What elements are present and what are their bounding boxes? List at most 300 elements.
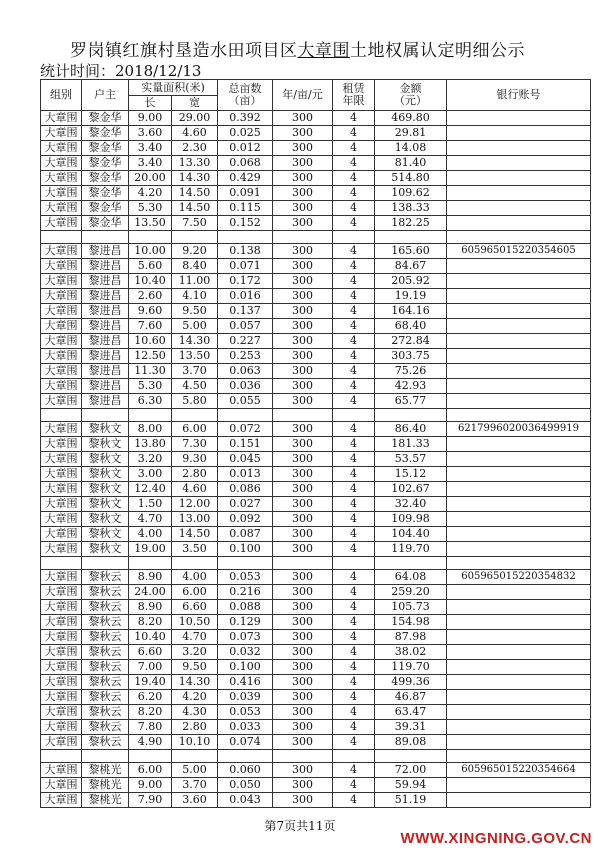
width-cell: 5.00 [172, 763, 218, 778]
account-cell [447, 394, 591, 409]
owner-cell: 黎进昌 [82, 274, 129, 289]
group-cell: 大章围 [41, 274, 82, 289]
width-cell [172, 750, 218, 763]
owner-cell: 黎桃光 [82, 763, 129, 778]
years-cell: 4 [333, 394, 375, 409]
width-cell: 3.20 [172, 645, 218, 660]
table-row [41, 527, 591, 542]
group-cell: 大章围 [41, 585, 82, 600]
rent-cell: 300 [273, 690, 333, 705]
owner-cell: 黎金华 [82, 216, 129, 231]
header-width: 宽 [172, 96, 218, 111]
account-cell [447, 585, 591, 600]
mu-cell: 0.043 [218, 793, 273, 808]
table-row [41, 630, 591, 645]
amount-cell [375, 409, 447, 422]
years-cell: 4 [333, 216, 375, 231]
account-cell [447, 735, 591, 750]
account-cell [447, 542, 591, 557]
amount-cell: 469.80 [375, 111, 447, 126]
width-cell: 29.00 [172, 111, 218, 126]
amount-cell: 259.20 [375, 585, 447, 600]
owner-cell: 黎秋云 [82, 675, 129, 690]
width-cell: 3.70 [172, 364, 218, 379]
rent-cell: 300 [273, 542, 333, 557]
group-cell: 大章围 [41, 364, 82, 379]
mu-cell: 0.151 [218, 437, 273, 452]
length-cell: 19.00 [129, 542, 172, 557]
length-cell: 12.40 [129, 482, 172, 497]
mu-cell: 0.392 [218, 111, 273, 126]
group-cell: 大章围 [41, 156, 82, 171]
group-cell: 大章围 [41, 394, 82, 409]
group-cell: 大章围 [41, 422, 82, 437]
owner-cell: 黎秋云 [82, 705, 129, 720]
years-cell: 4 [333, 600, 375, 615]
years-cell [333, 231, 375, 244]
width-cell: 4.70 [172, 630, 218, 645]
length-cell: 9.00 [129, 111, 172, 126]
account-cell [447, 364, 591, 379]
amount-cell: 154.98 [375, 615, 447, 630]
table-row [41, 437, 591, 452]
amount-cell: 72.00 [375, 763, 447, 778]
rent-cell: 300 [273, 349, 333, 364]
amount-cell [375, 750, 447, 763]
length-cell: 7.80 [129, 720, 172, 735]
width-cell: 9.50 [172, 660, 218, 675]
length-cell: 3.00 [129, 467, 172, 482]
table-row [41, 141, 591, 156]
table-row [41, 304, 591, 319]
table-row [41, 274, 591, 289]
table-row [41, 319, 591, 334]
length-cell: 8.90 [129, 570, 172, 585]
rent-cell: 300 [273, 735, 333, 750]
rent-cell: 300 [273, 334, 333, 349]
years-cell: 4 [333, 585, 375, 600]
title-suffix: 土地权属认定明细公示 [350, 41, 525, 61]
years-cell: 4 [333, 319, 375, 334]
years-cell: 4 [333, 527, 375, 542]
table-row [41, 615, 591, 630]
owner-cell [82, 231, 129, 244]
mu-cell: 0.057 [218, 319, 273, 334]
width-cell: 2.80 [172, 467, 218, 482]
width-cell: 14.50 [172, 527, 218, 542]
rent-cell: 300 [273, 705, 333, 720]
length-cell: 6.30 [129, 394, 172, 409]
rent-cell: 300 [273, 720, 333, 735]
amount-cell: 53.57 [375, 452, 447, 467]
account-cell [447, 111, 591, 126]
group-cell: 大章围 [41, 141, 82, 156]
account-cell [447, 778, 591, 793]
table-row [41, 600, 591, 615]
owner-cell: 黎秋文 [82, 527, 129, 542]
group-cell: 大章围 [41, 512, 82, 527]
width-cell: 6.00 [172, 422, 218, 437]
years-cell: 4 [333, 304, 375, 319]
group-cell: 大章围 [41, 497, 82, 512]
amount-cell: 87.98 [375, 630, 447, 645]
width-cell: 10.10 [172, 735, 218, 750]
account-cell [447, 630, 591, 645]
account-cell [447, 437, 591, 452]
rent-cell [273, 557, 333, 570]
owner-cell: 黎秋文 [82, 437, 129, 452]
length-cell: 1.50 [129, 497, 172, 512]
width-cell: 11.00 [172, 274, 218, 289]
separator-row [41, 557, 591, 570]
group-cell: 大章围 [41, 171, 82, 186]
mu-cell: 0.092 [218, 512, 273, 527]
width-cell [172, 231, 218, 244]
account-cell [447, 527, 591, 542]
owner-cell: 黎秋云 [82, 615, 129, 630]
page-number: 第7页共11页 [264, 819, 336, 833]
owner-cell: 黎进昌 [82, 244, 129, 259]
owner-cell: 黎秋文 [82, 452, 129, 467]
table-row [41, 735, 591, 750]
header-amount: 金额 （元） [375, 80, 447, 111]
account-cell [447, 186, 591, 201]
rent-cell: 300 [273, 364, 333, 379]
years-cell: 4 [333, 542, 375, 557]
mu-cell: 0.138 [218, 244, 273, 259]
width-cell: 3.50 [172, 542, 218, 557]
table-row [41, 349, 591, 364]
account-cell [447, 289, 591, 304]
rent-cell: 300 [273, 216, 333, 231]
account-cell [447, 482, 591, 497]
years-cell: 4 [333, 364, 375, 379]
rent-cell: 300 [273, 437, 333, 452]
amount-cell: 272.84 [375, 334, 447, 349]
account-cell [447, 304, 591, 319]
rent-cell: 300 [273, 512, 333, 527]
table-row [41, 793, 591, 808]
width-cell: 2.80 [172, 720, 218, 735]
owner-cell: 黎秋文 [82, 422, 129, 437]
width-cell: 6.00 [172, 585, 218, 600]
amount-cell: 63.47 [375, 705, 447, 720]
header-years: 租赁 年限 [333, 80, 375, 111]
account-cell [447, 409, 591, 422]
years-cell: 4 [333, 186, 375, 201]
width-cell: 8.40 [172, 259, 218, 274]
mu-cell [218, 231, 273, 244]
width-cell: 9.50 [172, 304, 218, 319]
group-cell: 大章围 [41, 763, 82, 778]
rent-cell: 300 [273, 467, 333, 482]
width-cell: 5.80 [172, 394, 218, 409]
amount-cell: 109.62 [375, 186, 447, 201]
length-cell: 7.00 [129, 660, 172, 675]
mu-cell: 0.073 [218, 630, 273, 645]
width-cell: 14.50 [172, 186, 218, 201]
owner-cell: 黎秋云 [82, 735, 129, 750]
account-cell [447, 690, 591, 705]
owner-cell: 黎秋云 [82, 660, 129, 675]
account-cell [447, 319, 591, 334]
mu-cell: 0.025 [218, 126, 273, 141]
amount-cell: 14.08 [375, 141, 447, 156]
length-cell: 13.80 [129, 437, 172, 452]
group-cell: 大章围 [41, 334, 82, 349]
years-cell: 4 [333, 467, 375, 482]
group-cell: 大章围 [41, 570, 82, 585]
mu-cell: 0.087 [218, 527, 273, 542]
table-row [41, 497, 591, 512]
width-cell: 12.00 [172, 497, 218, 512]
years-cell: 4 [333, 690, 375, 705]
owner-cell: 黎秋文 [82, 542, 129, 557]
width-cell: 5.00 [172, 319, 218, 334]
group-cell: 大章围 [41, 111, 82, 126]
length-cell: 24.00 [129, 585, 172, 600]
owner-cell: 黎秋云 [82, 645, 129, 660]
length-cell: 8.20 [129, 705, 172, 720]
mu-cell: 0.129 [218, 615, 273, 630]
group-cell: 大章围 [41, 735, 82, 750]
owner-cell: 黎秋云 [82, 600, 129, 615]
years-cell: 4 [333, 660, 375, 675]
table-row [41, 512, 591, 527]
group-cell: 大章围 [41, 259, 82, 274]
length-cell: 4.90 [129, 735, 172, 750]
rent-cell: 300 [273, 244, 333, 259]
amount-cell: 46.87 [375, 690, 447, 705]
group-cell: 大章围 [41, 660, 82, 675]
owner-cell: 黎进昌 [82, 319, 129, 334]
rent-cell [273, 231, 333, 244]
header-length: 长 [129, 96, 172, 111]
account-cell [447, 512, 591, 527]
account-cell [447, 557, 591, 570]
mu-cell: 0.032 [218, 645, 273, 660]
table-row [41, 482, 591, 497]
mu-cell: 0.086 [218, 482, 273, 497]
length-cell: 5.60 [129, 259, 172, 274]
width-cell: 4.00 [172, 570, 218, 585]
width-cell: 6.60 [172, 600, 218, 615]
rent-cell: 300 [273, 778, 333, 793]
amount-cell: 164.16 [375, 304, 447, 319]
mu-cell: 0.088 [218, 600, 273, 615]
amount-cell: 75.26 [375, 364, 447, 379]
years-cell: 4 [333, 141, 375, 156]
site-watermark: WWW.XINGNING.GOV.CN [400, 830, 592, 847]
length-cell: 3.40 [129, 141, 172, 156]
account-cell [447, 231, 591, 244]
mu-cell: 0.416 [218, 675, 273, 690]
account-cell [447, 675, 591, 690]
header-rent: 年/亩/元 [273, 80, 333, 111]
rent-cell: 300 [273, 156, 333, 171]
table-row [41, 585, 591, 600]
owner-cell: 黎进昌 [82, 349, 129, 364]
rent-cell: 300 [273, 660, 333, 675]
years-cell: 4 [333, 111, 375, 126]
length-cell: 3.40 [129, 156, 172, 171]
group-cell [41, 409, 82, 422]
rent-cell [273, 750, 333, 763]
width-cell: 3.60 [172, 793, 218, 808]
owner-cell [82, 750, 129, 763]
amount-cell: 59.94 [375, 778, 447, 793]
group-cell: 大章围 [41, 705, 82, 720]
owner-cell: 黎金华 [82, 126, 129, 141]
account-cell: 605965015220354605 [447, 244, 591, 259]
mu-cell: 0.027 [218, 497, 273, 512]
length-cell: 13.50 [129, 216, 172, 231]
mu-cell: 0.429 [218, 171, 273, 186]
length-cell: 11.30 [129, 364, 172, 379]
width-cell: 7.30 [172, 437, 218, 452]
header-account: 银行账号 [447, 80, 591, 111]
rent-cell: 300 [273, 570, 333, 585]
length-cell: 20.00 [129, 171, 172, 186]
years-cell: 4 [333, 349, 375, 364]
table-row [41, 364, 591, 379]
amount-cell: 38.02 [375, 645, 447, 660]
amount-cell: 303.75 [375, 349, 447, 364]
group-cell [41, 557, 82, 570]
account-cell [447, 452, 591, 467]
amount-cell: 104.40 [375, 527, 447, 542]
mu-cell: 0.216 [218, 585, 273, 600]
years-cell: 4 [333, 452, 375, 467]
mu-cell: 0.033 [218, 720, 273, 735]
mu-cell: 0.055 [218, 394, 273, 409]
years-cell: 4 [333, 201, 375, 216]
mu-cell: 0.072 [218, 422, 273, 437]
length-cell: 7.90 [129, 793, 172, 808]
length-cell: 3.60 [129, 126, 172, 141]
width-cell: 2.30 [172, 141, 218, 156]
amount-cell: 64.08 [375, 570, 447, 585]
owner-cell: 黎秋文 [82, 482, 129, 497]
group-cell: 大章围 [41, 349, 82, 364]
years-cell: 4 [333, 334, 375, 349]
mu-cell: 0.060 [218, 763, 273, 778]
group-cell: 大章围 [41, 216, 82, 231]
group-cell [41, 231, 82, 244]
length-cell: 6.20 [129, 690, 172, 705]
rent-cell: 300 [273, 482, 333, 497]
length-cell [129, 409, 172, 422]
group-cell: 大章围 [41, 645, 82, 660]
length-cell: 6.60 [129, 645, 172, 660]
table-row [41, 675, 591, 690]
owner-cell: 黎金华 [82, 171, 129, 186]
length-cell: 5.30 [129, 201, 172, 216]
years-cell: 4 [333, 512, 375, 527]
width-cell: 7.50 [172, 216, 218, 231]
table-row [41, 542, 591, 557]
mu-cell: 0.152 [218, 216, 273, 231]
mu-cell: 0.012 [218, 141, 273, 156]
amount-cell: 102.67 [375, 482, 447, 497]
land-rights-table [40, 79, 591, 808]
length-cell: 7.60 [129, 319, 172, 334]
years-cell [333, 750, 375, 763]
owner-cell: 黎金华 [82, 141, 129, 156]
width-cell: 13.00 [172, 512, 218, 527]
table-row [41, 452, 591, 467]
owner-cell: 黎秋文 [82, 467, 129, 482]
length-cell [129, 231, 172, 244]
length-cell: 10.40 [129, 630, 172, 645]
years-cell: 4 [333, 763, 375, 778]
group-cell: 大章围 [41, 201, 82, 216]
owner-cell [82, 557, 129, 570]
group-cell: 大章围 [41, 615, 82, 630]
account-cell [447, 497, 591, 512]
mu-cell: 0.074 [218, 735, 273, 750]
rent-cell: 300 [273, 319, 333, 334]
width-cell: 9.20 [172, 244, 218, 259]
amount-cell: 39.31 [375, 720, 447, 735]
rent-cell: 300 [273, 111, 333, 126]
account-cell [447, 615, 591, 630]
owner-cell: 黎金华 [82, 201, 129, 216]
width-cell: 13.50 [172, 349, 218, 364]
group-cell: 大章围 [41, 630, 82, 645]
length-cell: 12.50 [129, 349, 172, 364]
group-cell: 大章围 [41, 778, 82, 793]
width-cell: 13.30 [172, 156, 218, 171]
rent-cell: 300 [273, 585, 333, 600]
account-cell [447, 141, 591, 156]
amount-cell: 15.12 [375, 467, 447, 482]
account-cell [447, 274, 591, 289]
table-row [41, 216, 591, 231]
owner-cell [82, 409, 129, 422]
table-row [41, 720, 591, 735]
owner-cell: 黎金华 [82, 156, 129, 171]
owner-cell: 黎金华 [82, 111, 129, 126]
account-cell [447, 660, 591, 675]
years-cell: 4 [333, 793, 375, 808]
length-cell: 4.20 [129, 186, 172, 201]
rent-cell: 300 [273, 289, 333, 304]
years-cell: 4 [333, 437, 375, 452]
years-cell: 4 [333, 379, 375, 394]
account-cell: 605965015220354832 [447, 570, 591, 585]
length-cell: 10.60 [129, 334, 172, 349]
years-cell: 4 [333, 675, 375, 690]
account-cell [447, 750, 591, 763]
account-cell [447, 793, 591, 808]
table-row [41, 467, 591, 482]
account-cell [447, 171, 591, 186]
amount-cell: 32.40 [375, 497, 447, 512]
group-cell: 大章围 [41, 186, 82, 201]
rent-cell: 300 [273, 763, 333, 778]
years-cell: 4 [333, 570, 375, 585]
mu-cell: 0.100 [218, 542, 273, 557]
width-cell: 4.10 [172, 289, 218, 304]
amount-cell [375, 231, 447, 244]
stat-time: 统计时间：2018/12/13 [40, 62, 202, 80]
rent-cell: 300 [273, 126, 333, 141]
amount-cell: 499.36 [375, 675, 447, 690]
owner-cell: 黎秋云 [82, 570, 129, 585]
amount-cell: 68.40 [375, 319, 447, 334]
width-cell: 4.50 [172, 379, 218, 394]
